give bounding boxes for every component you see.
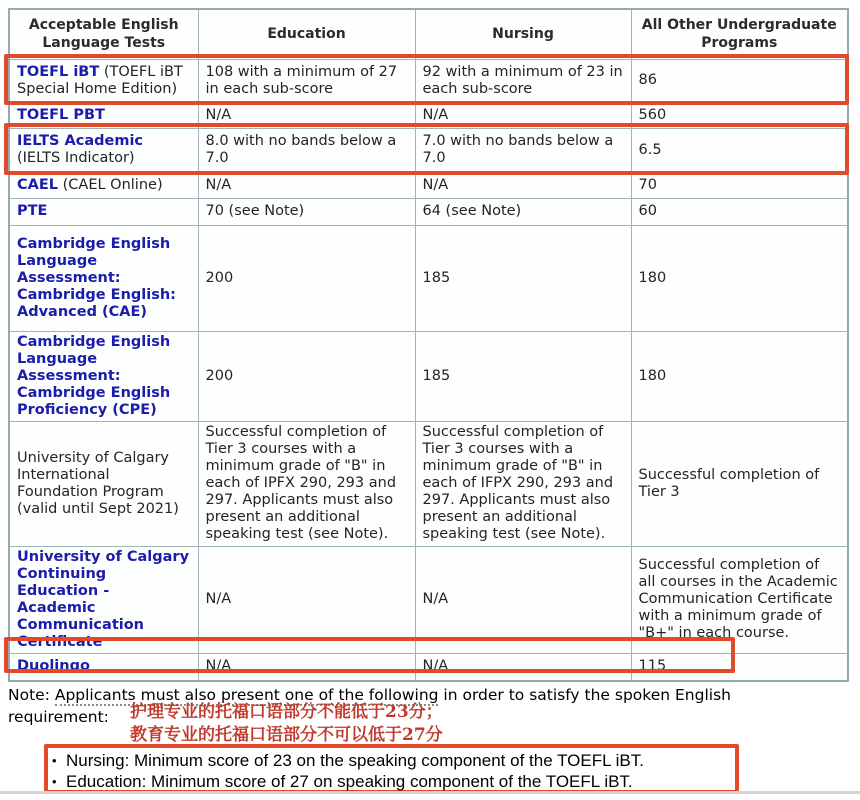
header-nursing: Nursing	[415, 9, 631, 59]
table-row-toefl-ibt	[9, 59, 848, 102]
cell-nursing: 185	[415, 225, 631, 331]
cell-nursing: 64 (see Note)	[415, 198, 631, 225]
test-name-link: IELTS Academic	[17, 133, 144, 149]
header-tests: Acceptable English Language Tests	[9, 9, 198, 59]
cell-other: 180	[631, 331, 848, 421]
test-name-text: University of Calgary International Foundation Program (valid until Sept 2021)	[17, 449, 179, 517]
test-name-link: Cambridge English Language Assessment: Cambridge English: Advanced (CAE)	[17, 235, 176, 320]
cell-education: 108 with a minimum of 27 in each sub-score	[198, 59, 415, 102]
cell-other: Successful completion of Tier 3	[631, 421, 848, 546]
header-education: Education	[198, 9, 415, 59]
cell-other: 115	[631, 653, 848, 681]
cell-nursing: Successful completion of Tier 3 courses with a minimum grade of "B" in each of IFPX 290, 293 and 297. Applicants must also present an additional speaking test (see Note).	[415, 421, 631, 546]
cell-education: 70 (see Note)	[198, 198, 415, 225]
chinese-annotation-line1: 护理专业的托福口语部分不能低于23分；	[130, 702, 443, 722]
bullet-icon: •	[52, 753, 57, 768]
table-row-cael	[9, 172, 848, 198]
cell-nursing: 7.0 with no bands below a 7.0	[415, 128, 631, 172]
cell-nursing: 185	[415, 331, 631, 421]
cell-education: 200	[198, 225, 415, 331]
bullet-education-text: Education: Minimum score of 27 on speaking component of the TOEFL iBT.	[66, 772, 633, 791]
cell-other: 70	[631, 172, 848, 198]
header-all-other: All Other Undergraduate Programs	[631, 9, 848, 59]
chinese-annotation-line2: 教育专业的托福口语部分不可以低于27分	[130, 725, 443, 745]
test-name-suffix: (TOEFL iBT Special Home Edition)	[17, 63, 183, 97]
table-row-cae	[9, 225, 848, 331]
test-name-link: Cambridge English Language Assessment: Cambridge English Proficiency (CPE)	[17, 333, 171, 418]
test-name-link: University of Calgary Continuing Education - Academic Communication Certificate	[17, 548, 190, 650]
cell-test-name	[9, 546, 198, 653]
cell-test-name	[9, 225, 198, 331]
cell-nursing: N/A	[415, 102, 631, 128]
test-name-link: Duolingo	[17, 658, 90, 675]
cell-test-name	[9, 198, 198, 225]
note-rest: in order to satisfy the spoken English requirement:	[8, 686, 731, 726]
table-row-continuing-education	[9, 546, 848, 653]
bullet-nursing-text: Nursing: Minimum score of 23 on the speaking component of the TOEFL iBT.	[66, 751, 644, 770]
bullet-nursing	[52, 750, 644, 771]
cell-test-name	[9, 59, 198, 102]
test-name-link: TOEFL iBT	[17, 63, 100, 80]
cell-other: 180	[631, 225, 848, 331]
table-row-toefl-pbt	[9, 102, 848, 128]
test-name-link: PTE	[17, 203, 48, 219]
table-row-duolingo	[9, 653, 848, 681]
table-row-cpe	[9, 331, 848, 421]
cell-test-name	[9, 331, 198, 421]
cell-nursing: N/A	[415, 546, 631, 653]
requirement-bullet-list	[52, 750, 644, 792]
cell-education: N/A	[198, 172, 415, 198]
bullet-icon: •	[52, 774, 57, 789]
note-prefix: Note:	[8, 686, 55, 704]
cell-education: N/A	[198, 102, 415, 128]
cell-test-name	[9, 102, 198, 128]
english-tests-table	[8, 8, 849, 682]
test-name-link: CAEL	[17, 176, 59, 193]
table-header-row	[9, 9, 848, 59]
note-underlined-phrase: Applicants must also present one of the following	[54, 686, 439, 704]
page-bottom-divider	[0, 791, 860, 794]
table-row-pte	[9, 198, 848, 225]
cell-other: 60	[631, 198, 848, 225]
test-name-link: TOEFL PBT	[17, 106, 105, 123]
cell-nursing: N/A	[415, 653, 631, 681]
cell-nursing: 92 with a minimum of 23 in each sub-score	[415, 59, 631, 102]
cell-test-name: CAEL (CAEL Online)	[9, 172, 198, 198]
table-row-ielts	[9, 128, 848, 172]
cell-other: 560	[631, 102, 848, 128]
cell-other: 6.5	[631, 128, 848, 172]
cell-education: N/A	[198, 653, 415, 681]
chinese-annotation	[130, 701, 443, 747]
cell-other: 86	[631, 59, 848, 102]
table-row-intl-foundation	[9, 421, 848, 546]
cell-other: Successful completion of all courses in the Academic Communication Certificate with a minimum grade of "B+" in each course.	[631, 546, 848, 653]
cell-education: 8.0 with no bands below a 7.0	[198, 128, 415, 172]
bullet-education	[52, 771, 644, 792]
cell-education: N/A	[198, 546, 415, 653]
cell-test-name	[9, 421, 198, 546]
cell-test-name: IELTS Academic (IELTS Indicator)	[9, 128, 198, 172]
cell-education: 200	[198, 331, 415, 421]
cell-education: Successful completion of Tier 3 courses with a minimum grade of "B" in each of IPFX 290, 293 and 297. Applicants must also present an additional speaking test (see Note).	[198, 421, 415, 546]
cell-nursing: N/A	[415, 172, 631, 198]
cell-test-name	[9, 653, 198, 681]
